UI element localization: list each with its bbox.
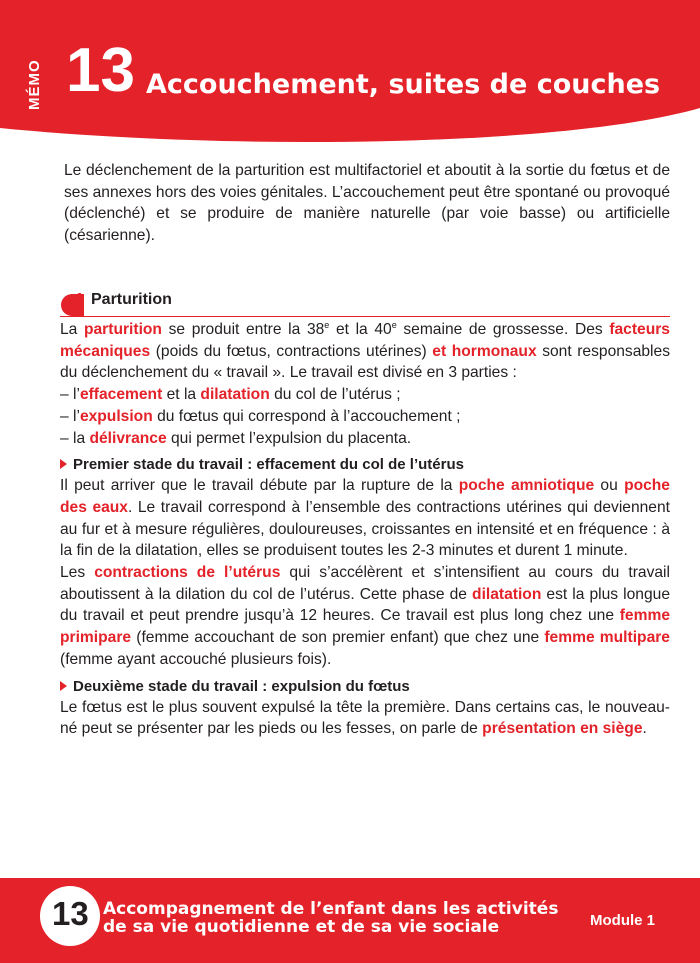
section-number: 1 <box>75 291 84 308</box>
footer-title-line-1: Accompagnement de l’enfant dans les activités <box>103 899 559 919</box>
stage1-paragraph-1: Il peut arriver que le travail débute par la rupture de la poche amniotique ou poche des eaux. Le travail correspond à l’ensemble des contractions utérines qui deviennent au fur et à mesure régulières, douloureuses, croissantes en intensité et en fréquence : à la fin de la dilatation, elles se produisent toutes les 2-3 minutes et durent 1 minute. <box>60 477 670 560</box>
keyword: et hormonaux <box>432 342 537 360</box>
page-title: Accouchement, suites de couches <box>146 69 661 100</box>
memo-label: MÉMO <box>26 59 43 110</box>
section-heading <box>60 290 670 317</box>
list-item: – l’expulsion du fœtus qui correspond à l’accouchement ; <box>60 407 461 425</box>
keyword: facteurs mécaniques <box>60 321 670 360</box>
list-item: – l’effacement et la dilatation du col de l’utérus ; <box>60 386 401 404</box>
stage2-paragraph: Le fœtus est le plus souvent expulsé la tête la première. Dans certains cas, le nouveau-né peut se présenter par les pieds ou les fesses, on parle de présentation en siège. <box>60 698 670 738</box>
intro-paragraph: Le déclenchement de la parturition est multifactoriel et aboutit à la sortie du fœtus et de ses annexes hors des voies génitales. L’accouchement peut être spontané ou provoqué (déclenché) et se produire de manière naturelle (par voie basse) ou artificielle (césarienne). <box>64 162 670 245</box>
section-body <box>60 319 670 740</box>
stage1-heading: Premier stade du travail : effacement du col de l’utérus <box>60 455 670 475</box>
stage2-heading: Deuxième stade du travail : expulsion du fœtus <box>60 677 670 697</box>
page-number: 13 <box>52 895 89 932</box>
module-label: Module 1 <box>590 912 656 929</box>
footer <box>0 868 700 963</box>
labor-parts-list <box>60 384 670 449</box>
section-parturition <box>60 290 670 740</box>
parturition-paragraph: La parturition se produit entre la 38e et la 40e semaine de grossesse. Des facteurs mécaniques (poids du fœtus, contractions utérines) et hormonaux sont responsables du déclenchement du « travail ». Le travail est divisé en 3 parties : <box>60 320 670 382</box>
triangle-bullet-icon <box>60 681 67 691</box>
list-item: – la délivrance qui permet l’expulsion du placenta. <box>60 429 412 447</box>
triangle-bullet-icon <box>60 459 67 469</box>
keyword: parturition <box>83 321 162 338</box>
section-title: Parturition <box>91 291 172 308</box>
footer-title-line-2: de sa vie quotidienne et de sa vie sociale <box>103 917 500 937</box>
stage1-paragraph-2: Les contractions de l’utérus qui s’accélèrent et s’intensifient au cours du travail aboutissent à la dilation du col de l’utérus. Cette phase de dilatation est la plus longue du travail et peut prendre jusqu’à 12 heures. Ce travail est plus long chez une femme primipare (femme accouchant de son premier enfant) que chez une femme multipare (femme ayant accouché plusieurs fois). <box>60 564 670 668</box>
memo-number: 13 <box>66 36 135 105</box>
